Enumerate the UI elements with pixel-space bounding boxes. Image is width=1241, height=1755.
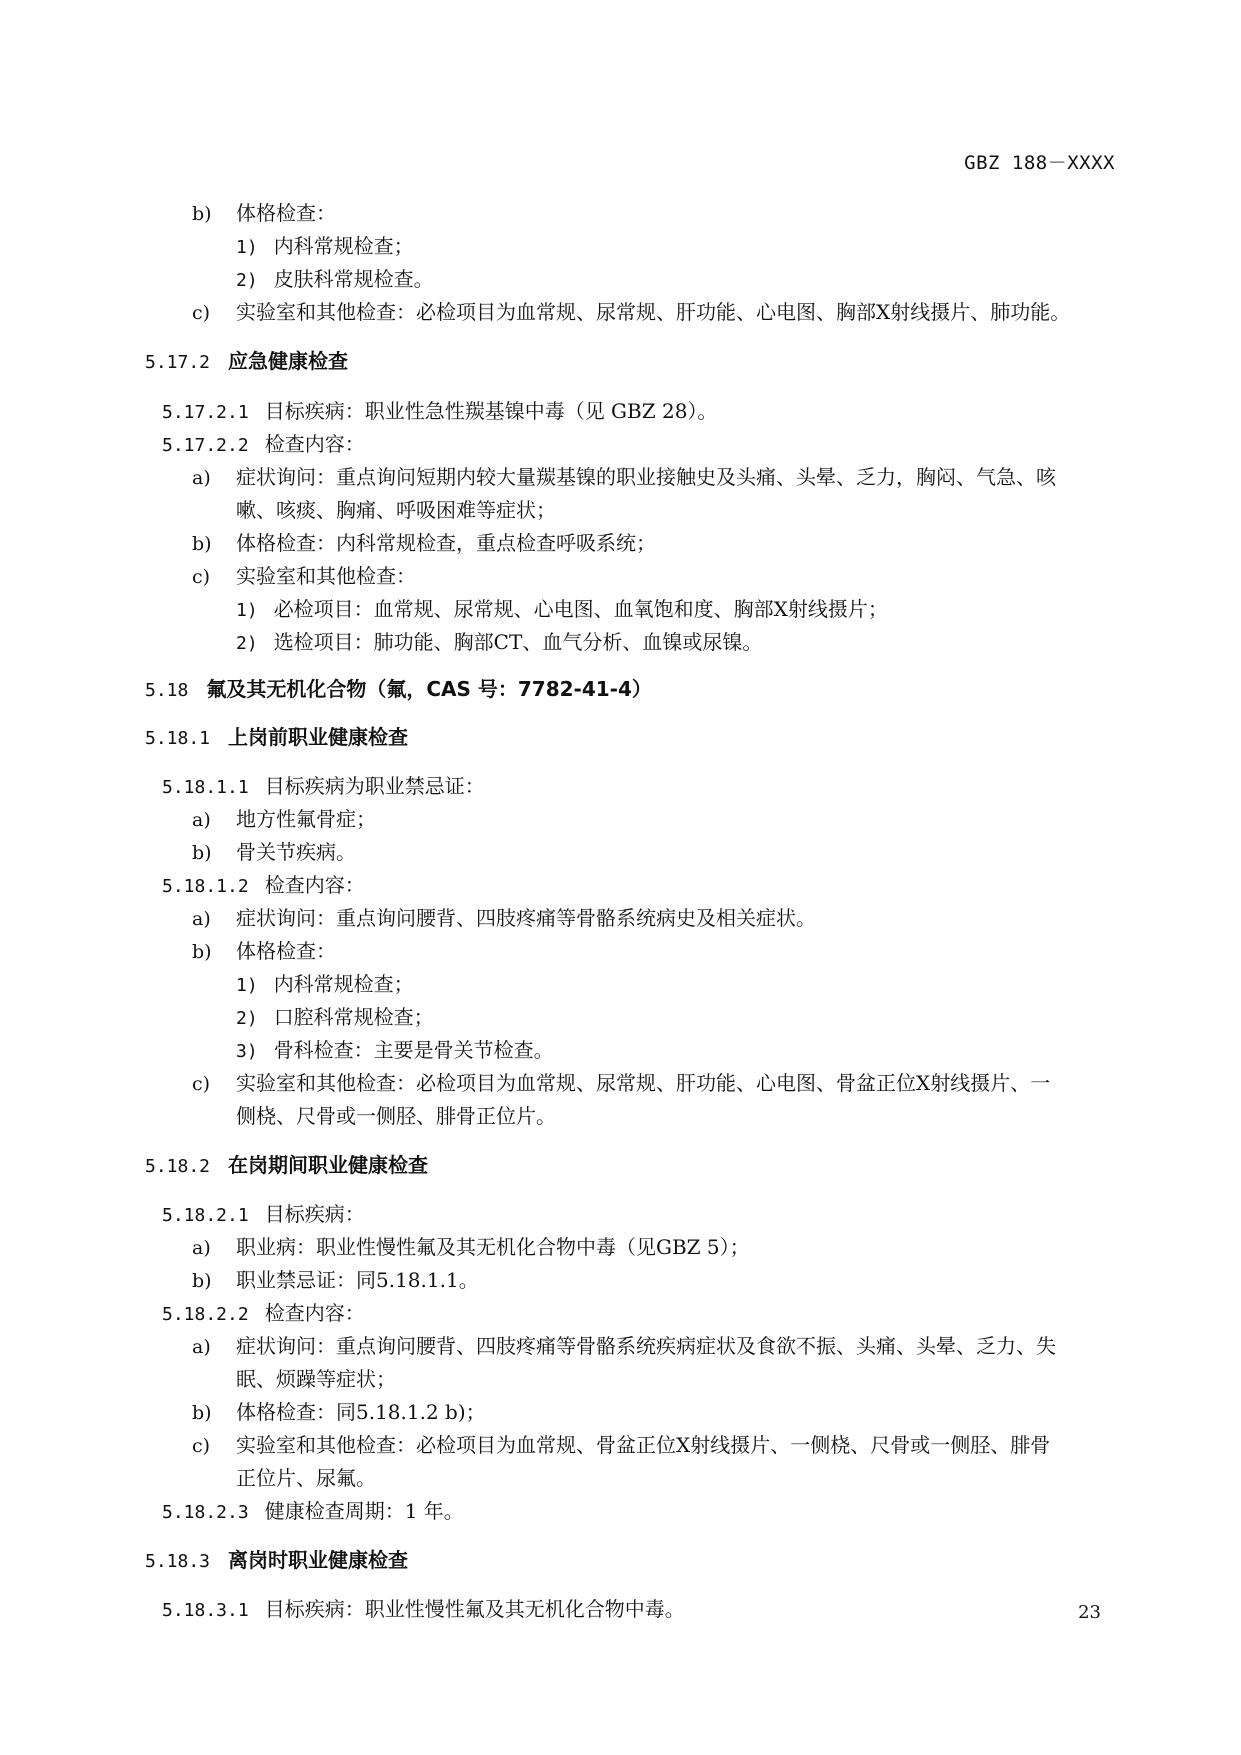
section-number: 5.17.2 (145, 352, 211, 373)
item-marker: a) (192, 908, 211, 930)
line-text: 体格检查：同5.18.1.2 b)； (236, 1400, 486, 1424)
text-line (162, 1594, 685, 1626)
section-number: 5.18 (145, 680, 189, 701)
item-marker: b) (192, 533, 212, 555)
item-marker: 5.18.1.2 (162, 876, 249, 897)
line-text: 内科常规检查； (273, 972, 414, 996)
text-line (236, 1364, 396, 1394)
text-line (192, 1265, 479, 1296)
item-marker: 2) (236, 1008, 258, 1029)
item-marker: c) (192, 566, 211, 588)
item-marker: b) (192, 1402, 212, 1424)
text-line (162, 396, 717, 428)
section-heading (145, 1150, 428, 1182)
text-line (162, 1199, 365, 1231)
line-text: 症状询问：重点询问腰背、四肢疼痛等骨骼系统疾病症状及食欲不振、头痛、头晕、乏力、失 (236, 1334, 1056, 1358)
line-text: 骨关节疾病。 (236, 840, 356, 864)
line-text: 职业禁忌证：同5.18.1.1。 (236, 1268, 479, 1292)
line-text: 实验室和其他检查：必检项目为血常规、尿常规、肝功能、心电图、胸部X射线摄片、肺功能。 (236, 300, 1071, 324)
section-heading (145, 1545, 408, 1577)
text-line (192, 462, 1056, 493)
line-text: 目标疾病为职业禁忌证： (264, 774, 485, 798)
section-title: 上岗前职业健康检查 (228, 725, 409, 749)
text-line (192, 198, 336, 229)
line-text: 症状询问：重点询问腰背、四肢疼痛等骨骼系统病史及相关症状。 (236, 906, 816, 930)
text-line (192, 804, 376, 835)
line-text: 体格检查： (236, 201, 336, 225)
text-line (162, 771, 485, 803)
text-line (192, 903, 816, 934)
section-number: 5.18.2 (145, 1156, 211, 1177)
item-marker: 5.18.3.1 (162, 1600, 249, 1621)
line-text: 必检项目：血常规、尿常规、心电图、血氧饱和度、胸部X射线摄片； (273, 597, 888, 621)
item-marker: 2) (236, 270, 258, 291)
text-line (236, 969, 414, 1001)
text-line (236, 231, 414, 263)
text-line (192, 561, 416, 592)
line-text: 目标疾病：职业性慢性氟及其无机化合物中毒。 (264, 1597, 685, 1621)
item-marker: 5.18.2.2 (162, 1304, 249, 1325)
section-heading (145, 674, 652, 706)
line-text: 眠、烦躁等症状； (236, 1367, 396, 1391)
section-number: 5.18.3 (145, 1551, 211, 1572)
text-line (236, 627, 762, 659)
line-text: 内科常规检查； (273, 234, 414, 258)
item-marker: 3) (236, 1041, 258, 1062)
text-line (236, 1002, 434, 1034)
line-text: 检查内容： (264, 432, 365, 456)
item-marker: a) (192, 1336, 211, 1358)
item-marker: 5.18.1.1 (162, 777, 249, 798)
line-text: 正位片、尿氟。 (236, 1466, 376, 1490)
line-text: 实验室和其他检查： (236, 564, 416, 588)
item-marker: 1) (236, 975, 258, 996)
line-text: 检查内容： (264, 873, 365, 897)
item-marker: 2) (236, 633, 258, 654)
text-line (162, 1298, 365, 1330)
item-marker: b) (192, 941, 212, 963)
line-text: 症状询问：重点询问短期内较大量羰基镍的职业接触史及头痛、头晕、乏力，胸闷、气急、咳 (236, 465, 1056, 489)
text-line (192, 1397, 486, 1428)
page-number: 23 (1078, 1602, 1101, 1623)
line-text: 实验室和其他检查：必检项目为血常规、骨盆正位X射线摄片、一侧桡、尺骨或一侧胫、腓骨 (236, 1433, 1051, 1457)
item-marker: b) (192, 842, 212, 864)
item-marker: 5.18.2.3 (162, 1502, 249, 1523)
line-text: 体格检查： (236, 939, 336, 963)
text-line (162, 1496, 464, 1528)
item-marker: 1) (236, 600, 258, 621)
section-heading (145, 722, 408, 754)
section-title: 离岗时职业健康检查 (228, 1548, 409, 1572)
item-marker: 5.17.2.2 (162, 435, 249, 456)
line-text: 嗽、咳痰、胸痛、呼吸困难等症状； (236, 498, 556, 522)
item-marker: b) (192, 1270, 212, 1292)
line-text: 体格检查：内科常规检查，重点检查呼吸系统； (236, 531, 656, 555)
text-line (192, 297, 1070, 328)
line-text: 皮肤科常规检查。 (273, 267, 434, 291)
section-number: 5.18.1 (145, 728, 211, 749)
line-text: 实验室和其他检查：必检项目为血常规、尿常规、肝功能、心电图、骨盆正位X射线摄片、一 (236, 1071, 1051, 1095)
item-marker: b) (192, 203, 212, 225)
item-marker: c) (192, 1073, 211, 1095)
text-line (192, 936, 336, 967)
text-line (236, 264, 434, 296)
line-text: 地方性氟骨症； (236, 807, 376, 831)
text-line (192, 1430, 1050, 1461)
line-text: 侧桡、尺骨或一侧胫、腓骨正位片。 (236, 1104, 556, 1128)
standard-id: GBZ 188－XXXX (964, 152, 1115, 174)
text-line (192, 528, 656, 559)
item-marker: a) (192, 809, 211, 831)
text-line (236, 1035, 554, 1067)
line-text: 检查内容： (264, 1301, 365, 1325)
line-text: 口腔科常规检查； (273, 1005, 434, 1029)
text-line (192, 1068, 1050, 1099)
section-title: 在岗期间职业健康检查 (228, 1153, 429, 1177)
item-marker: a) (192, 1237, 211, 1259)
line-text: 职业病：职业性慢性氟及其无机化合物中毒（见GBZ 5）； (236, 1235, 750, 1259)
item-marker: c) (192, 302, 211, 324)
text-line (236, 594, 888, 626)
text-line (162, 429, 365, 461)
item-marker: a) (192, 467, 211, 489)
section-title: 应急健康检查 (228, 349, 349, 373)
line-text: 健康检查周期：1 年。 (264, 1499, 464, 1523)
text-line (236, 1463, 376, 1493)
text-line (236, 1101, 556, 1131)
section-heading (145, 346, 348, 378)
text-line (192, 1232, 750, 1263)
line-text: 骨科检查：主要是骨关节检查。 (273, 1038, 554, 1062)
text-line (162, 870, 365, 902)
text-line (192, 1331, 1056, 1362)
item-marker: 5.18.2.1 (162, 1205, 249, 1226)
text-line (236, 495, 556, 525)
line-text: 目标疾病：职业性急性羰基镍中毒（见 GBZ 28）。 (264, 399, 718, 423)
item-marker: 1) (236, 237, 258, 258)
item-marker: c) (192, 1435, 211, 1457)
line-text: 目标疾病： (264, 1202, 365, 1226)
text-line (192, 837, 356, 868)
line-text: 选检项目：肺功能、胸部CT、血气分析、血镍或尿镍。 (273, 630, 763, 654)
section-title: 氟及其无机化合物（氟，CAS 号：7782-41-4） (206, 677, 652, 701)
item-marker: 5.17.2.1 (162, 402, 249, 423)
